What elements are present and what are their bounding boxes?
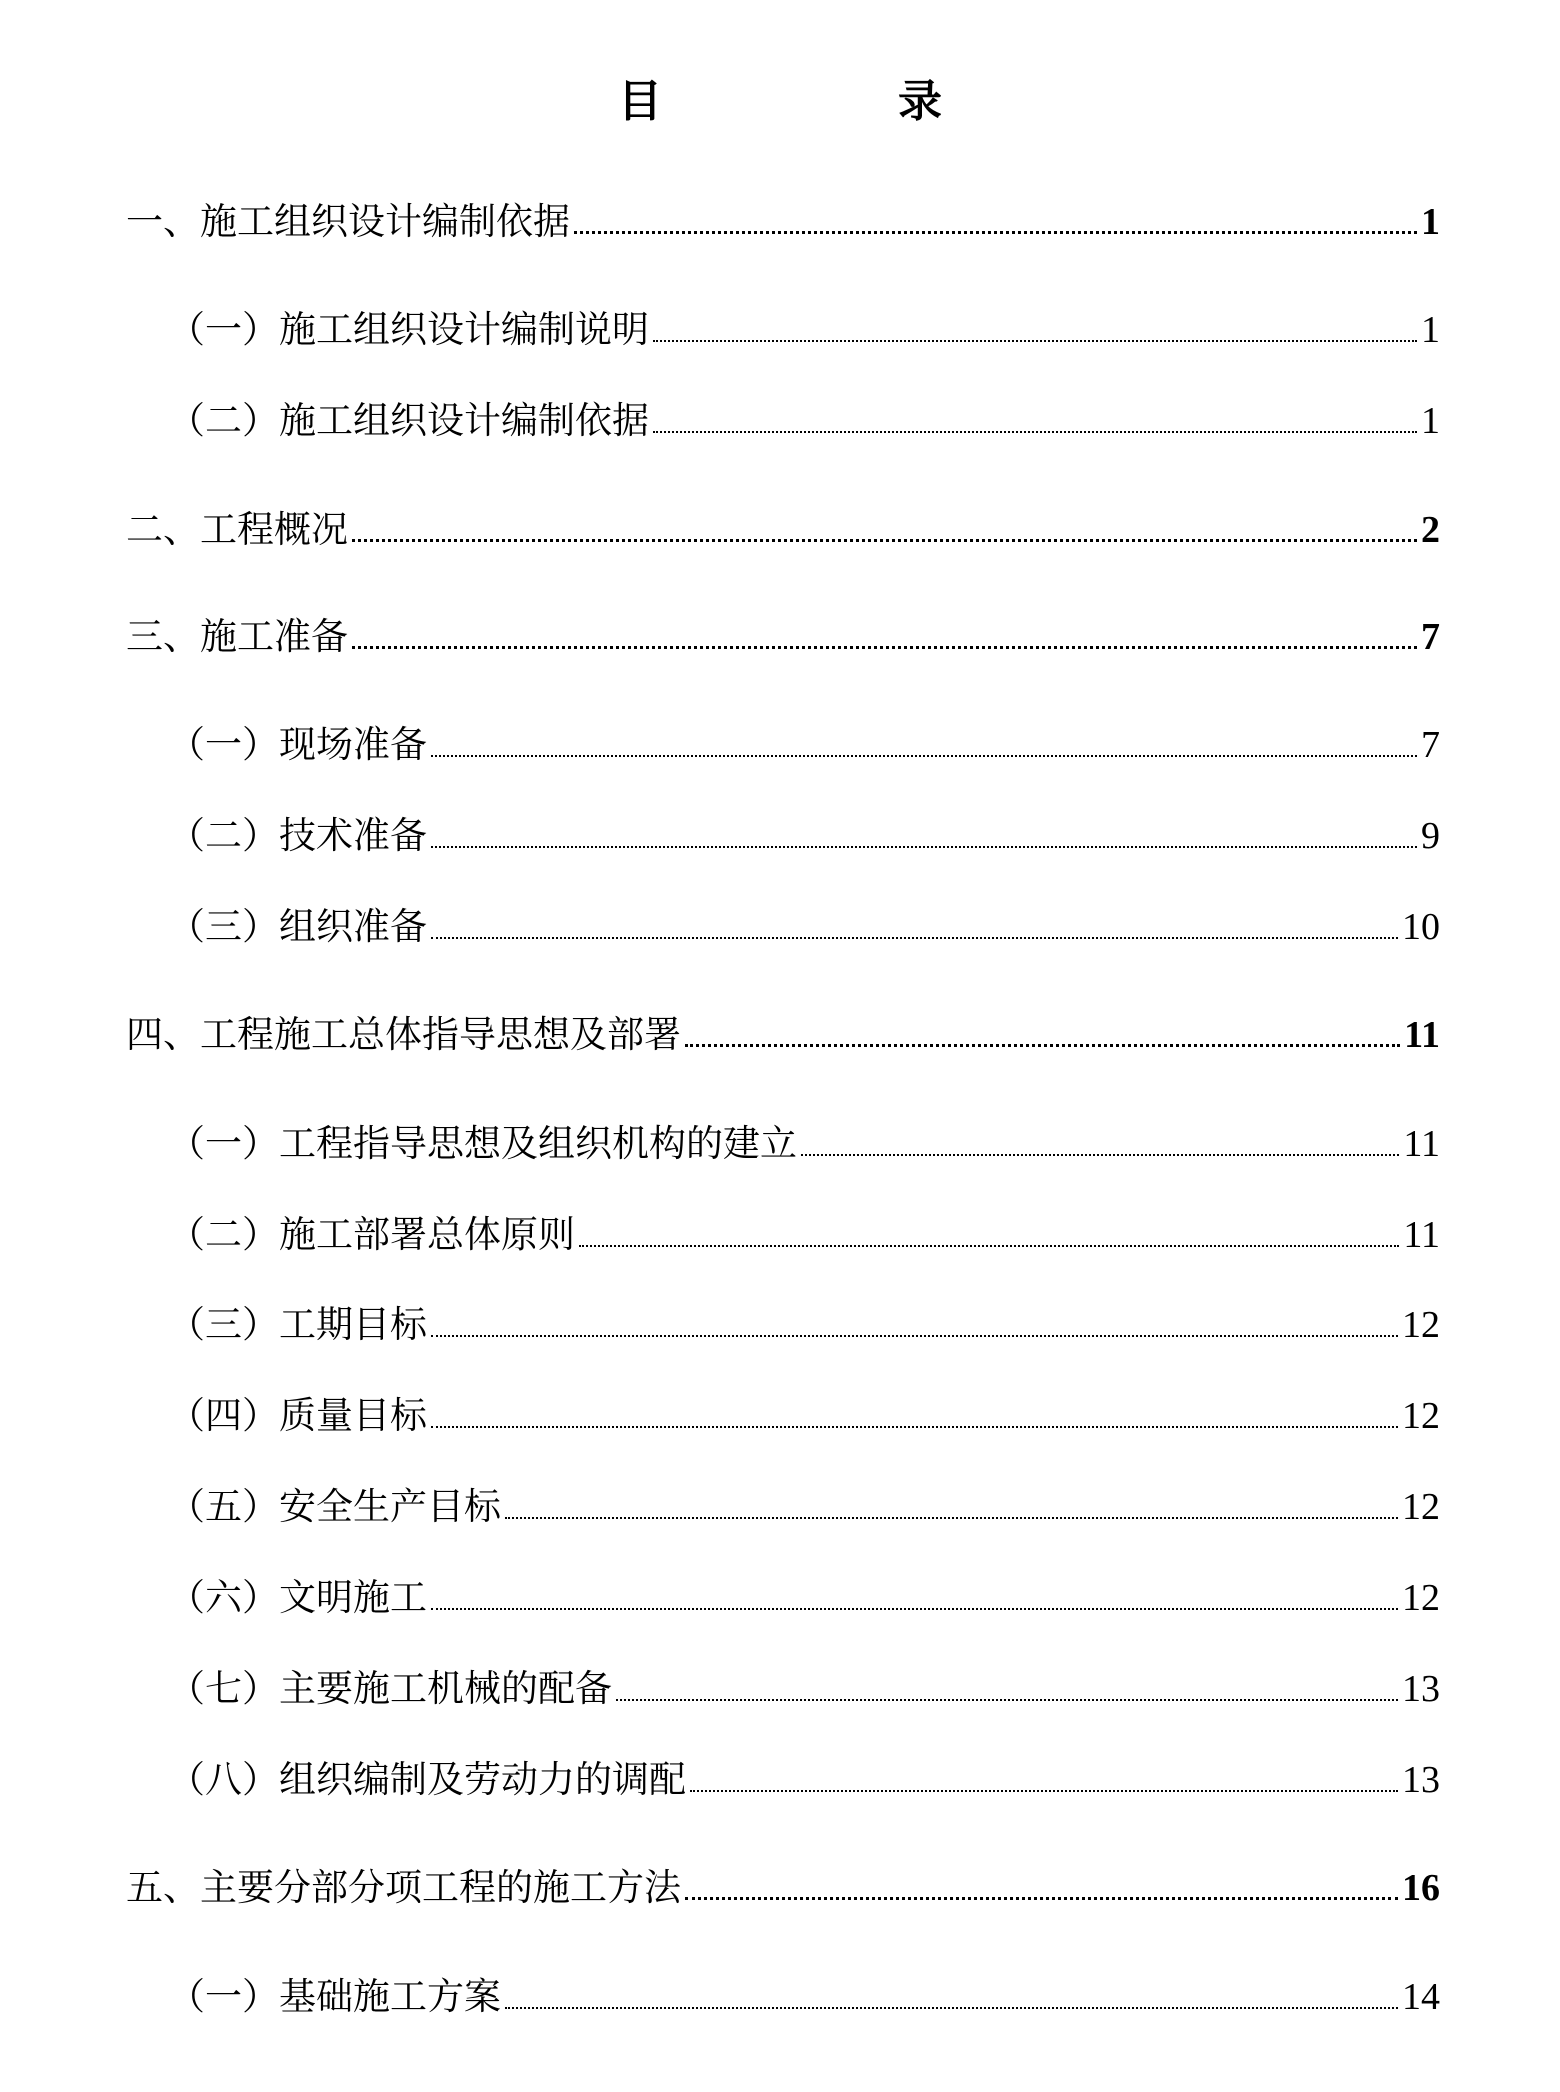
dot-leader — [505, 1999, 1398, 2009]
toc-entry-label: （七）主要施工机械的配备 — [168, 1667, 612, 1710]
toc-entry[interactable] — [168, 905, 1440, 948]
dot-leader — [431, 929, 1398, 939]
toc-entry[interactable] — [168, 723, 1440, 766]
toc-entry-label: （一）现场准备 — [168, 723, 427, 766]
dot-leader — [431, 1418, 1398, 1428]
toc-entry-label: （一）施工组织设计编制说明 — [168, 308, 649, 351]
dot-leader — [685, 1890, 1398, 1900]
dot-leader — [431, 747, 1417, 757]
toc-entry[interactable] — [168, 1975, 1440, 2018]
toc-entry-label: （二）施工部署总体原则 — [168, 1213, 575, 1256]
toc-entry-label: （五）安全生产目标 — [168, 1485, 501, 1528]
toc-entry-page: 13 — [1402, 1759, 1440, 1801]
toc-entry-page: 11 — [1403, 1123, 1440, 1165]
toc-entry[interactable] — [168, 1213, 1440, 1256]
toc-entry[interactable] — [168, 1394, 1440, 1437]
toc-entry-page: 11 — [1404, 1014, 1440, 1056]
toc-entry-page: 2 — [1421, 509, 1440, 551]
dot-leader — [653, 332, 1417, 342]
toc-entry-page: 10 — [1402, 906, 1440, 948]
toc-entry-label: （三）工期目标 — [168, 1303, 427, 1346]
dot-leader — [431, 838, 1417, 848]
dot-leader — [653, 423, 1417, 433]
toc-entry[interactable] — [168, 1667, 1440, 1710]
toc-entry-label: （四）质量目标 — [168, 1394, 427, 1437]
toc-entry[interactable] — [168, 308, 1440, 351]
toc-entry-page: 7 — [1421, 616, 1440, 658]
toc-entry-page: 1 — [1421, 201, 1440, 243]
toc-entry-label: 三、施工准备 — [126, 615, 348, 658]
toc-entry-label: （三）组织准备 — [168, 905, 427, 948]
dot-leader — [574, 224, 1417, 234]
toc-entry-label: （二）施工组织设计编制依据 — [168, 399, 649, 442]
page-title: 目 录 — [618, 76, 1038, 127]
toc-entry-page: 16 — [1402, 1867, 1440, 1909]
toc-entry-label: （八）组织编制及劳动力的调配 — [168, 1758, 686, 1801]
toc-entry-label: （六）文明施工 — [168, 1576, 427, 1619]
dot-leader — [801, 1146, 1399, 1156]
toc-entry[interactable] — [126, 615, 1440, 658]
toc-entry-label: （二）技术准备 — [168, 814, 427, 857]
toc-entry[interactable] — [168, 1576, 1440, 1619]
toc-entry-page: 12 — [1402, 1304, 1440, 1346]
dot-leader — [616, 1691, 1398, 1701]
toc-entry-page: 13 — [1402, 1668, 1440, 1710]
dot-leader — [431, 1600, 1398, 1610]
toc-entry[interactable] — [168, 814, 1440, 857]
toc-entry[interactable] — [168, 1758, 1440, 1801]
dot-leader — [505, 1509, 1398, 1519]
toc-entry-page: 9 — [1421, 815, 1440, 857]
toc-entry[interactable] — [126, 200, 1440, 243]
toc-entry-page: 12 — [1402, 1486, 1440, 1528]
toc-entry-page: 12 — [1402, 1577, 1440, 1619]
toc-entry-page: 7 — [1421, 724, 1440, 766]
toc-entry-page: 1 — [1421, 309, 1440, 351]
toc-entry-page: 12 — [1402, 1395, 1440, 1437]
toc-entry-page: 1 — [1421, 400, 1440, 442]
dot-leader — [352, 639, 1417, 649]
dot-leader — [352, 532, 1417, 542]
dot-leader — [690, 1782, 1398, 1792]
toc-entry-label: 二、工程概况 — [126, 508, 348, 551]
toc-entry-label: （一）基础施工方案 — [168, 1975, 501, 2018]
dot-leader — [685, 1037, 1400, 1047]
dot-leader — [431, 1327, 1398, 1337]
toc-entry-label: 四、工程施工总体指导思想及部署 — [126, 1013, 681, 1056]
toc-entry-page: 14 — [1402, 1976, 1440, 2018]
toc-entry[interactable] — [168, 1122, 1440, 1165]
dot-leader — [579, 1237, 1399, 1247]
toc-entry[interactable] — [168, 1485, 1440, 1528]
toc-entry[interactable] — [126, 508, 1440, 551]
toc-entry-label: 五、主要分部分项工程的施工方法 — [126, 1866, 681, 1909]
toc-entry[interactable] — [168, 399, 1440, 442]
toc-entry-page: 11 — [1403, 1214, 1440, 1256]
toc-entry[interactable] — [126, 1866, 1440, 1909]
toc-entry-label: 一、施工组织设计编制依据 — [126, 200, 570, 243]
toc-entry-label: （一）工程指导思想及组织机构的建立 — [168, 1122, 797, 1165]
toc-entry[interactable] — [168, 1303, 1440, 1346]
toc-entry[interactable] — [126, 1013, 1440, 1056]
